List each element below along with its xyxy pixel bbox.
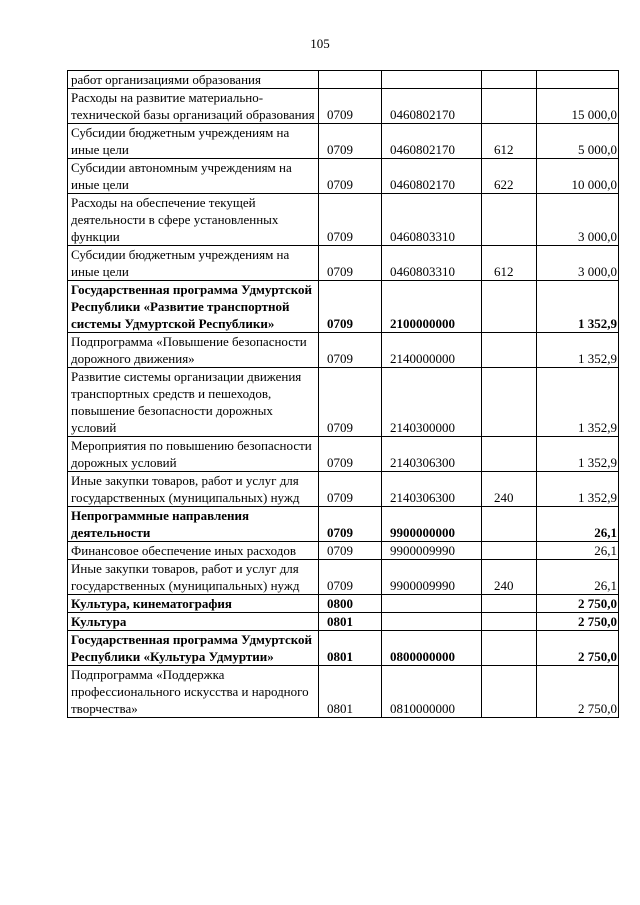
row-target-code: 0460802170 xyxy=(382,124,482,159)
row-target-code xyxy=(382,613,482,631)
table-row xyxy=(68,542,619,560)
table-row xyxy=(68,631,619,666)
table-row xyxy=(68,89,619,124)
table-row xyxy=(68,507,619,542)
row-target-code: 2100000000 xyxy=(382,281,482,333)
row-expense-type xyxy=(482,542,537,560)
page-number: 105 xyxy=(310,36,330,51)
table-row xyxy=(68,472,619,507)
row-description: Развитие системы организации движения транспортных средств и пешеходов, повышение безопасности дорожных условий xyxy=(68,368,319,437)
row-amount: 5 000,0 xyxy=(537,124,619,159)
budget-table-body xyxy=(68,71,619,718)
row-description: Иные закупки товаров, работ и услуг для государственных (муниципальных) нужд xyxy=(68,472,319,507)
row-description: Государственная программа Удмуртской Республики «Развитие транспортной системы Удмуртской Республики» xyxy=(68,281,319,333)
row-description: Расходы на обеспечение текущей деятельности в сфере установленных функции xyxy=(68,194,319,246)
row-description: Субсидии бюджетным учреждениям на иные цели xyxy=(68,246,319,281)
row-amount xyxy=(537,71,619,89)
row-section-code: 0709 xyxy=(319,507,382,542)
row-section-code: 0709 xyxy=(319,437,382,472)
row-amount: 3 000,0 xyxy=(537,194,619,246)
table-row xyxy=(68,246,619,281)
row-section-code: 0709 xyxy=(319,281,382,333)
row-target-code: 2140300000 xyxy=(382,368,482,437)
row-section-code: 0709 xyxy=(319,472,382,507)
table-row xyxy=(68,613,619,631)
row-section-code: 0709 xyxy=(319,542,382,560)
row-amount: 10 000,0 xyxy=(537,159,619,194)
row-section-code: 0800 xyxy=(319,595,382,613)
row-target-code: 0800000000 xyxy=(382,631,482,666)
row-section-code: 0709 xyxy=(319,333,382,368)
row-amount: 2 750,0 xyxy=(537,595,619,613)
row-amount: 1 352,9 xyxy=(537,472,619,507)
row-target-code: 0810000000 xyxy=(382,666,482,718)
row-expense-type xyxy=(482,281,537,333)
row-description: работ организациями образования xyxy=(68,71,319,89)
row-amount: 1 352,9 xyxy=(537,281,619,333)
table-row xyxy=(68,560,619,595)
row-section-code: 0709 xyxy=(319,159,382,194)
row-amount: 15 000,0 xyxy=(537,89,619,124)
row-target-code xyxy=(382,71,482,89)
row-amount: 1 352,9 xyxy=(537,368,619,437)
table-row xyxy=(68,368,619,437)
table-row xyxy=(68,281,619,333)
budget-table xyxy=(67,70,619,718)
row-expense-type xyxy=(482,507,537,542)
row-section-code: 0709 xyxy=(319,89,382,124)
row-description: Субсидии бюджетным учреждениям на иные цели xyxy=(68,124,319,159)
row-description: Иные закупки товаров, работ и услуг для государственных (муниципальных) нужд xyxy=(68,560,319,595)
row-section-code: 0709 xyxy=(319,560,382,595)
row-expense-type: 240 xyxy=(482,472,537,507)
row-expense-type xyxy=(482,666,537,718)
row-amount: 26,1 xyxy=(537,542,619,560)
row-section-code: 0801 xyxy=(319,613,382,631)
row-description: Финансовое обеспечение иных расходов xyxy=(68,542,319,560)
row-target-code: 0460803310 xyxy=(382,194,482,246)
table-row xyxy=(68,124,619,159)
row-description: Субсидии автономным учреждениям на иные цели xyxy=(68,159,319,194)
row-section-code: 0801 xyxy=(319,631,382,666)
row-expense-type xyxy=(482,631,537,666)
row-section-code: 0709 xyxy=(319,194,382,246)
row-target-code: 9900000000 xyxy=(382,507,482,542)
table-row xyxy=(68,159,619,194)
table-row xyxy=(68,71,619,89)
row-target-code: 2140306300 xyxy=(382,437,482,472)
row-amount: 3 000,0 xyxy=(537,246,619,281)
table-row xyxy=(68,194,619,246)
row-expense-type xyxy=(482,437,537,472)
table-row xyxy=(68,437,619,472)
row-expense-type: 240 xyxy=(482,560,537,595)
row-target-code: 0460803310 xyxy=(382,246,482,281)
row-target-code: 0460802170 xyxy=(382,159,482,194)
row-target-code: 2140000000 xyxy=(382,333,482,368)
row-expense-type xyxy=(482,71,537,89)
row-description: Государственная программа Удмуртской Республики «Культура Удмуртии» xyxy=(68,631,319,666)
table-row xyxy=(68,666,619,718)
row-description: Расходы на развитие материально-технической базы организаций образования xyxy=(68,89,319,124)
row-amount: 1 352,9 xyxy=(537,437,619,472)
row-expense-type xyxy=(482,89,537,124)
row-expense-type: 612 xyxy=(482,124,537,159)
row-amount: 2 750,0 xyxy=(537,631,619,666)
row-expense-type: 622 xyxy=(482,159,537,194)
row-target-code: 9900009990 xyxy=(382,542,482,560)
table-row xyxy=(68,595,619,613)
row-expense-type xyxy=(482,333,537,368)
row-expense-type xyxy=(482,368,537,437)
row-target-code xyxy=(382,595,482,613)
row-description: Подпрограмма «Поддержка профессионального искусства и народного творчества» xyxy=(68,666,319,718)
row-section-code: 0801 xyxy=(319,666,382,718)
row-expense-type xyxy=(482,613,537,631)
row-section-code: 0709 xyxy=(319,368,382,437)
row-amount: 2 750,0 xyxy=(537,666,619,718)
table-row xyxy=(68,333,619,368)
row-expense-type xyxy=(482,595,537,613)
row-expense-type: 612 xyxy=(482,246,537,281)
row-description: Непрограммные направления деятельности xyxy=(68,507,319,542)
row-description: Мероприятия по повышению безопасности дорожных условий xyxy=(68,437,319,472)
row-section-code: 0709 xyxy=(319,246,382,281)
row-target-code: 2140306300 xyxy=(382,472,482,507)
row-expense-type xyxy=(482,194,537,246)
row-amount: 26,1 xyxy=(537,560,619,595)
row-description: Культура, кинематография xyxy=(68,595,319,613)
row-amount: 26,1 xyxy=(537,507,619,542)
row-section-code xyxy=(319,71,382,89)
row-section-code: 0709 xyxy=(319,124,382,159)
row-target-code: 0460802170 xyxy=(382,89,482,124)
row-amount: 1 352,9 xyxy=(537,333,619,368)
row-description: Культура xyxy=(68,613,319,631)
row-amount: 2 750,0 xyxy=(537,613,619,631)
row-target-code: 9900009990 xyxy=(382,560,482,595)
row-description: Подпрограмма «Повышение безопасности дорожного движения» xyxy=(68,333,319,368)
